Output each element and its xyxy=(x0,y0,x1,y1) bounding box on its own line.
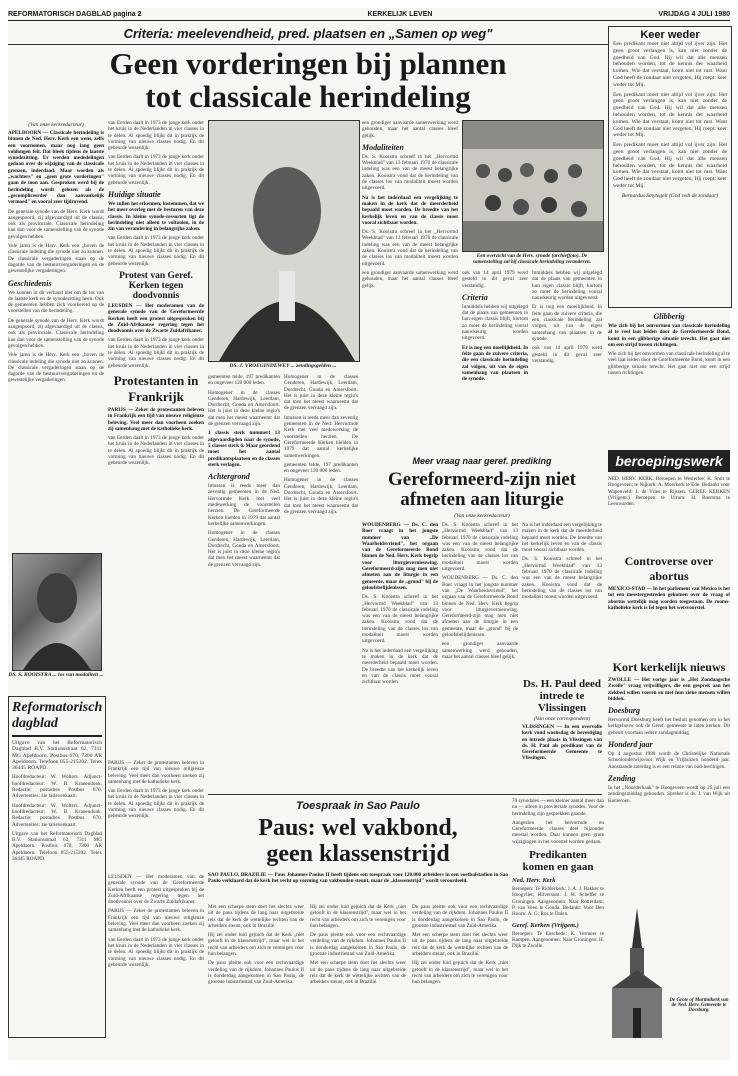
divider xyxy=(8,44,608,45)
lead-body-2b: Vele jaren is de Herv. Kerk een „boven de classicale indeling die synode niet zo kunnen. De classicale vergaderingen staan op de dagorde van de bestuursvergaderingen en de gewestelijke vergaderingen. xyxy=(8,352,104,384)
liturgie-body-8: Ds. S. Kooistra schreef in het „Hervormd Weekblad" van 13 februari 1970 de classicale indeling was een van de meest belangrijke zaken. Kooistra vond dat de herindeling van de classes los van modaliteit moest worden uitgevoerd. xyxy=(522,556,602,601)
honderd-body: Op 4 augustus 1980 wordt de Christelijke Nationale Schoolonderwijsvoor Wijk en Vrijhuizen honderd jaar. Aanstaande zaterdag is er een reünie van oud-leerlingen. xyxy=(608,751,730,770)
col3b-body-4: Homogener in de classes Genderen, Hardewijk, Leerdam, Dordrecht, Gouda en Amersfoort. Het is juist in deze kleine regio's dat men het meest waarneemt dat de grenzen vervaagd zijn. xyxy=(284,477,358,515)
section-modaliteiten: Modaliteiten xyxy=(362,142,404,152)
paus-body-3b: Hij zei onder luid gejuich dat de Kerk „niet gelooft in de klassenstrijd", maar wel in het recht van arbeiders om zich te verenigen voor hun belangen. xyxy=(310,904,406,929)
synod-crowd-icon xyxy=(463,121,603,251)
controverse-body: MEXICO-STAD — In het parlement van Mexico is het tot een meestergestreden gekomen over de vraag of abortus wettelijk mag worden toegestaan. De rooms-katholieke kerk is fel tegen het wetsvoorstel. xyxy=(608,586,730,611)
caption-synod: Een overzicht van de Herv. synode (archieffoto). De samenstelling zal bij classicale herindeling veranderen. xyxy=(472,253,592,265)
section-ned-herv: Ned. Herv. Kerk xyxy=(512,877,556,885)
caption-kooistra: DS. S. KOOISTRA ... los van modaliteit ... xyxy=(8,672,104,678)
lead-headline-2: tot classicale herindeling xyxy=(145,79,471,114)
col2-body-4c: PARIJS — Zeker de protestanten beleven in Frankrijk een tijd van nieuwe religieuze beleving. Veel meer dan voorheen zoeken zij samenhang met de katholieke kerk. xyxy=(108,760,204,785)
lead-column-2 xyxy=(108,120,204,760)
section-controverse: Controverse over abortus xyxy=(624,554,714,583)
paus-body-2b: Met een scherpe stem doet het slechts weer uit de paus tijdens de lang naar uitgebreide reis dat de kerk de wettelijke rechten van de arbeiders steunt, ook in Brazilië. xyxy=(310,960,406,986)
keer-weder-title: Keer weder xyxy=(640,29,700,41)
masthead-box xyxy=(8,696,106,1038)
masthead-title-1: Reformatorisch xyxy=(12,700,103,715)
paus-body-2: Met een scherpe stem doet het slechts weer uit de paus tijdens de lang naar uitgebreide reis dat de kerk de wettelijke rechten van de arbeiders steunt, ook in Brazilië. xyxy=(208,904,304,929)
col3b-body-1: Homogener in de classes Genderen, Hardewijk, Leerdam, Dordrecht, Gouda en Amersfoort. Het is juist in deze kleine regio's dat men het meest waarneemt dat de grenzen vervaagd zijn. xyxy=(284,374,358,412)
col4-body-2b: Ds. S. Kooistra schreef in het „Hervormd Weekblad" van 13 februari 1970 de classicale indeling was een van de meest belangrijke zaken. Kooistra vond dat de herindeling van de classes los van modaliteit moest worden uitgevoerd. xyxy=(362,229,458,267)
section-frankrijk: Protestanten in Frankrijk xyxy=(113,372,199,404)
masthead-small-3: Uitgave van het Reformatorisch Dagblad B.V. Stationsstraat 62, 7311 MG Apeldoorn. Postbus 670, 7300 AR Apeldoorn. Telefoon 055-215202. Telex 36445 ROAPD. xyxy=(12,830,102,863)
church-tower-icon xyxy=(608,908,666,1038)
col6-body-2: Aangezien het hervormde en Gereformeerde classes deel bijzonder meestal worden. Daar kunnen geen grote wijzigingen in het voorstel worden gedaan. xyxy=(512,819,604,845)
header-right: VRIJDAG 4 JULI 1980 xyxy=(658,10,730,18)
glibberig-body-2: Wie zich bij het omvormen van classicale herindeling al te veel laat leiden door de Gereformeerde Bond, komt in een glibberige situatie terecht. Het gaat niet om een strijd tussen richtingen. xyxy=(608,351,730,377)
section-paul: Ds. H. Paul deed intrede te Vlissingen xyxy=(523,678,601,714)
keer-weder-box xyxy=(608,26,732,308)
col5-body-3: Er is nog een moeilijkheid. In feite gaan de zuivere criteria, die een classicale herindeling zal volgen, uit van de eigen samenhang van plaatsen in de synode. xyxy=(462,344,528,383)
section-kort-nieuws: Kort kerkelijk nieuws xyxy=(612,660,726,674)
col3b-body-3: gemeenten telde, 197 predikanten en ongeveer 120 000 leden. xyxy=(284,461,358,475)
synod-photo xyxy=(462,120,604,252)
church-drawing xyxy=(608,908,666,1038)
keer-weder-signature: Bernardus Smytegelt (God redt de zondaar) xyxy=(621,192,719,199)
zending-body: In het „Noorderhaak" te Hoogeveen wordt op 25 juli een zendingsmiddag gehouden. Spreker is ds. J. van Wijk uit Kameroen. xyxy=(608,784,730,804)
header-left: REFORMATORISCH DAGBLAD pagina 2 xyxy=(8,10,142,18)
liturgie-col-2 xyxy=(442,522,518,792)
header-center: KERKELIJK LEVEN xyxy=(367,10,433,18)
lead-headline-1: Geen vorderingen bij plannen xyxy=(109,46,507,81)
liturgie-headline-1: Gereformeerd-zijn niet xyxy=(388,469,576,490)
paus-body-2c: Met een scherpe stem doet het slechts weer uit de paus tijdens de lang naar uitgebreide reis dat de kerk de wettelijke rechten van de arbeiders steunt, ook in Brazilië. xyxy=(412,932,508,958)
col2-bottom-3: van Eerden daalt in 1973 de jonge kerk onder het kruis in de Nederlanden in vier classes in te delen. Al spoedig blijkt dit in praktijk de vorming van nieuwe classes nodig. En dit gebeurde wezenlijk. xyxy=(108,936,204,968)
section-doesburg: Doesburg xyxy=(608,706,641,716)
masthead-rule xyxy=(12,735,102,737)
section-predikanten: Predikanten komen en gaan xyxy=(522,849,594,874)
section-protest: Protest van Geref. Kerken tegen doodvonnis xyxy=(119,270,193,301)
col2-body-1: van Eerden daalt in 1973 de jonge kerk onder het kruis in de Nederlanden in vier classes in te delen. Al spoedig blijkt dit in praktijk de vorming van nieuwe classes nodig. En dit gebeurde wezenlijk. xyxy=(108,120,204,152)
liturgie-body-2: Ds. S. Kooistra schreef in het „Hervormd Weekblad" van 13 februari 1970 de classicale indeling was een van de meest belangrijke zaken. Kooistra vond dat de herindeling van de classes los van modaliteit moest worden uitgevoerd. xyxy=(362,594,438,645)
controverse-article xyxy=(608,550,730,650)
liturgie-body-5: WOUDENBERG — Ds. C. den Boer vraagt in het jongste nummer van „De Waarheidsvriend", het orgaan van de Gereformeerde Bond binnen de Ned. Herv. Kerk begrip voor liturgievernieuwing. Gereformeerd-zijn mag men niet afmeten aan de liturgie in een gemeente, maar de „grond" bij de geloofsbelijdenissen. xyxy=(442,575,518,639)
col4-body-2: Ds. S. Kooistra schreef in het „Hervormd Weekblad" van 13 februari 1970 de classicale indeling was een van de meest belangrijke zaken. Kooistra vond dat de herindeling van de classes los van modaliteit moest worden uitgevoerd. xyxy=(362,153,458,192)
col5-a xyxy=(462,270,528,455)
section-huidige-situatie: Huidige situatie xyxy=(108,189,161,199)
lead-intro: APELDOORN — Classicale herindeling is binnen de Ned. Herv. Kerk een wens, zelfs een voornemen, maar nog lang geen voldongen feit. Dat bleek tijdens de laatste synodezitting. Er werden mededelingen gedaan over de wijziging van de classicale grenzen, inderdaad. Maar worden als „wachters" en „geen grote vorderingen" gaan de toon aan. Gesproken werd bij de herindeling wordt gelezen als de „gecompliceerder dan aanvankelijk vermoed" en vooral zeer tijdrovend. xyxy=(8,130,104,206)
masthead-details: Uitgave van het Reformatorisch Dagblad B.V. Stationsstraat 62, 7311 MG Apeldoorn. Postbus 670, 7300 AR Apeldoorn. Telefoon 055-215202. Telex 36445 ROAPD. xyxy=(12,740,102,772)
liturgie-body-6: een grondiger aanvaarde samenwerking werd gehouden, maar het aantal classes bleef gelijk. xyxy=(442,641,518,660)
col3-body-2: Homogener in de classes Genderen, Hardewijk, Leerdam, Dordrecht, Gouda en Amersfoort. Het is juist in deze kleine regio's dat men het meest waarneemt dat de grenzen vervaagd zijn. xyxy=(208,389,280,428)
col5-body-1b: ook van 14 april 1979 werd gesteld in dit geval zeer verstandig. xyxy=(532,345,602,364)
col3-body-1: gemeenten telde, 197 predikanten en ongeveer 120 000 leden. xyxy=(208,374,280,387)
kort-body: ZWOLLE — Het vorige jaar is „Het Zondaagsche Zwolle" vraag vrijwilligers, die een gesprek aan het ziekbed willen voeren en met hun zieke mensen willen bidden. xyxy=(608,677,730,702)
col2-body-4: PARIJS — Zeker de protestanten beleven in Frankrijk een tijd van nieuwe religieuze beleving. Veel meer dan voorheen zoeken zij samenhang met de katholieke kerk. xyxy=(108,406,204,432)
col3-body-3: 1 classis sterk nummert 13 afgevaardigden naar de synode, 5 classes sterk 6. Maar geordend moet het aantal predikantsplaatsen en de classes sterk verlagen. xyxy=(208,430,280,468)
section-criteria: Criteria xyxy=(462,292,488,302)
portrait-photo-vroegindewey xyxy=(208,120,360,362)
keer-weder-body-2: Een predikant moet niet altijd vol ijver zijn. Het geen groot verlangen is, kan niet zonder de goedheid van God. Hij wil dat alle mensen behouden worden, tot de kennis der waarheid komen. Wie dat verstaat, komt niet tot rust. Want God heeft de zondaar niet vergeten, Hij roept: keer weder tot Mij. xyxy=(613,91,727,139)
paus-col-2 xyxy=(310,904,406,1054)
doesburg-body: Hervormd Doesburg heeft het besluit genomen om in het kerkgebouw ook de Geref. gemeente te laten kerken. Dit gebeurt voortaan iedere zondagmiddag. xyxy=(608,717,730,736)
section-zending: Zending xyxy=(608,773,636,783)
col2-body-4d: van Eerden daalt in 1973 de jonge kerk onder het kruis in de Nederlanden in vier classes in te delen. Al spoedig blijkt dit in praktijk de vorming van nieuwe classes nodig. En dit gebeurde wezenlijk. xyxy=(108,788,204,820)
liturgie-body-3: Na is het inderdaad een vergelijking te maken in de kerk dat de meerderheid bepaald moet worden. De breedte van het kerkelijk leven en van de classis moet vooral zichtbaar worden. xyxy=(362,647,438,686)
lead-body-2: Vele jaren is de Herv. Kerk een „boven de classicale indeling die synode niet zo kunnen. De classicale vergaderingen staan op de dagorde van de bestuursvergaderingen en de gewestelijke vergaderingen. xyxy=(8,243,104,275)
col4-body-1: een grondiger aanvaarde samenwerking werd gehouden, maar het aantal classes bleef gelijk. xyxy=(362,120,458,139)
beroep-list xyxy=(608,476,730,548)
col2-body-4b: van Eerden daalt in 1973 de jonge kerk onder het kruis in de Nederlanden in vier classes in te delen. Al spoedig blijkt dit in praktijk de vorming van nieuwe classes nodig. En dit gebeurde wezenlijk. xyxy=(108,435,204,467)
liturgie-body-7: Na is het inderdaad een vergelijking te maken in de kerk dat de meerderheid bepaald moet worden. De breedte van het kerkelijk leven en van de classis moet vooral zichtbaar worden. xyxy=(522,522,602,554)
keer-weder-body: Een predikant moet niet altijd vol ijver zijn. Het geen groot verlangen is, kan niet zonder de goedheid van God. Hij wil dat alle mensen behouden worden, tot de kennis der waarheid komen. Wie dat verstaat, komt niet tot rust. Want God heeft de zondaar niet vergeten, Hij roept: keer weder tot Mij. xyxy=(613,41,727,88)
paus-body-4c: De paus pleitte ook voor een rechtvaardige verdeling van de rijkdom. Johannes Paulus II is donderdag aangekomen in Sao Paulo, de grootste industriestad van Zuid-Amerika. xyxy=(412,904,508,929)
col5-b xyxy=(532,270,602,455)
col2-bottom-1: LEUSDEN — Het moderamen van de generale synode van de Gereformeerde Kerken heeft een protest uitgesproken bij de Zuid-Afrikaanse regering tegen het doodvonnis over de Zwarte Zuidafrikaner. xyxy=(108,874,204,906)
newspaper-page xyxy=(8,8,730,1060)
paus-col-3 xyxy=(412,904,508,1054)
col3b xyxy=(284,374,358,784)
paus-body-4: De paus pleitte ook voor een rechtvaardige verdeling van de rijkdom. Johannes Paulus II is donderdag aangekomen in Sao Paulo, de grootste industriestad van Zuid-Amerika. xyxy=(208,960,304,986)
paus-col-1 xyxy=(208,904,304,1054)
col2-lower xyxy=(108,760,204,870)
col3-body-4: Intussen is reeds meer dan zeventig gemeenten in de Ned. Hervormde Kerk met veel medewerking de voorstellen herzien. De Gereformeerde Kerken hielden in 1979 dat aantal kerkelijke samenwerkingen. xyxy=(208,483,280,527)
paus-kicker: Toespraak in Sao Paulo xyxy=(296,800,420,812)
lead-body-1b: De generale synode van de Herv. Kerk wordt aangespoord, zij afgevaardigd uit de classis, ook als provinciale. Classicale herindeling kan dan voor de samenstelling van de synode gevolgen hebben. xyxy=(8,317,104,349)
col2-body-1b: van Eerden daalt in 1973 de jonge kerk onder het kruis in de Nederlanden in vier classes in te delen. Al spoedig blijkt dit in praktijk de vorming van nieuwe classes nodig. En dit gebeurde wezenlijk. xyxy=(108,154,204,186)
glibberig-article xyxy=(608,308,730,448)
lead-kicker: Criteria: meelevendheid, pred. plaatsen en „Samen op weg" xyxy=(123,26,493,41)
portrait-photo-kooistra xyxy=(12,553,102,671)
col5-body-2b: Inmiddels hebben wij uitgelegd dat de plaats van gemeenten in hun eigen classis blijft, kortom zo moet de herindeling vooral nauwkeurig worden uitgevoerd. xyxy=(532,270,602,302)
paul-byline: (Van onze correspondent) xyxy=(533,716,591,722)
liturgie-headline-2: afmeten aan liturgie xyxy=(400,489,564,510)
paus-body-4b: De paus pleitte ook voor een rechtvaardige verdeling van de rijkdom. Johannes Paulus II is donderdag aangekomen in Sao Paulo, de grootste industriestad van Zuid-Amerika. xyxy=(310,932,406,958)
col2-bottom xyxy=(108,874,204,1054)
masthead-title-2: dagblad xyxy=(12,716,58,731)
caption-church: De Grote of Martinikerk van de Ned. Herv. Gemeente te Doesburg. xyxy=(669,998,729,1013)
lead-body-3: We kunnen in dit verband niet om de les van de laatste kerk en de synodezitting heen. Ook de gemeenten hebben zich voorbereid op de voorstellen van die herindeling. xyxy=(8,289,104,315)
col2-body-3: LEUSDEN — Het moderamen van de generale synode van de Gereformeerde Kerken heeft een protest uitgesproken bij de Zuid-Afrikaanse regering tegen het doodvonnis over de Zwarte Zuidafrikaner. xyxy=(108,302,204,335)
col2-body-2: We zullen het erkennen, instemmen, dat we het meer overleg met de besturen van deze classis. In kleine synode-ressorten ligt de herindeling niet alleen te voltooien, in de zin van verandering in belangrijke zaken. xyxy=(108,200,204,233)
col5-body-3b: Er is nog een moeilijkheid. In feite gaan de zuivere criteria, die een classicale herindeling zal volgen, uit van de eigen samenhang van plaatsen in de synode. xyxy=(532,304,602,342)
lead-byline: (Van onze kerkredacteur) xyxy=(28,122,84,128)
beroepingswerk-banner: beroepingswerk xyxy=(608,450,730,472)
col2-body-3b: van Eerden daalt in 1973 de jonge kerk onder het kruis in de Nederlanden in vier classes in te delen. Al spoedig blijkt dit in praktijk de vorming van nieuwe classes nodig. En dit gebeurde wezenlijk. xyxy=(108,337,204,369)
col6-body-3: Beroepen: Te Ridderkerk: J. A. J. Bakker te Hoogvliet; Hilversum: J. H. Scheffer te Groningen. Aangenomen: Naar Rotterdam: P. van Veen te Gouda. Bedankt: Voor Den Hoorn: A. G. Ros te Dalen. xyxy=(512,886,604,918)
liturgie-body-1: WOUDENBERG — Ds. C. den Boer vraagt in het jongste nummer van „De Waarheidsvriend", het orgaan van de Gereformeerde Bond binnen de Ned. Herv. Kerk begrip voor liturgievernieuwing. Gereformeerd-zijn mag men niet afmeten aan de liturgie in een gemeente, maar de „grond" bij de geloofsbelijdenissen. xyxy=(362,522,438,591)
bottom-divider xyxy=(208,794,602,795)
col6-lower xyxy=(512,798,604,1054)
paus-body-1: SAO PAULO, BRAZILIE — Paus Johannes Paulus II heeft tijdens een toespraak voor 120.000 arbeiders in een voetbalstadion in Sao Paulo verklaard dat de kerk het recht op vorming van vakbonden steunt, maar de „klassenstrijd" wordt veroordeeld. xyxy=(208,872,508,885)
page-header xyxy=(8,8,730,21)
col5-body-1: ook van 14 april 1979 werd gesteld in dit geval zeer verstandig. xyxy=(462,270,528,289)
beroep-body: NED. HERV. KERK. Beroepen te Westerlee: K. Smit te Hoogeveen; te Nijkerk: A. Moerkerk te Ede. Bedankt voor Wapenveld: J. de Vries te Rijssen. GEREF. KERKEN (Vrijgem.) Beroepen te Ulrum: H. Boersma te Leeuwarden. xyxy=(608,476,730,508)
caption-vroegindewey: DS. J. VROEGINDEWEY ... zendingsgelden ... xyxy=(229,363,337,369)
lead-body-1: De generale synode van de Herv. Kerk wordt aangespoord, zij afgevaardigd uit de classis, ook als provinciale. Classicale herindeling kan dan voor de samenstelling van de synode gevolgen hebben. xyxy=(8,208,104,240)
col2-body-2b: van Eerden daalt in 1973 de jonge kerk onder het kruis in de Nederlanden in vier classes in te delen. Al spoedig blijkt dit in praktijk de vorming van nieuwe classes nodig. En dit gebeurde wezenlijk. xyxy=(108,235,204,267)
liturgie-kicker: Meer vraag naar geref. prediking xyxy=(412,456,552,466)
liturgie-col-1 xyxy=(362,522,438,792)
section-geref-vrijgem: Geref. Kerken (Vrijgem.) xyxy=(512,921,579,929)
col3 xyxy=(208,374,280,784)
section-achtergrond: Achtergrond xyxy=(208,472,250,482)
col3b-body-2: Intussen is reeds meer dan zeventig gemeenten in de Ned. Hervormde Kerk met veel medewerking de voorstellen herzien. De Gereformeerde Kerken hielden in 1979 dat aantal kerkelijke samenwerkingen. xyxy=(284,414,358,459)
masthead-small: Hoofdredacteur: W. Wolters. Adjunct-hoofdredacteur: W. B. Kranendonk. Redactie: postadres Postbus 670. Advertenties: zie tarievenkaart. xyxy=(12,774,102,800)
portrait-man-icon xyxy=(209,121,359,361)
paul-body: VLISSINGEN — In een overvolle kerk vond woensdag de bevestiging en intrede plaats in Vlissingen van ds. H. Paul als predikant van de Gereformeerde Gemeente te Vlissingen. xyxy=(522,724,602,762)
section-geschiedenis: Geschiedenis xyxy=(8,278,52,288)
paus-headline-1: Paus: wel vakbond, xyxy=(258,815,458,841)
col5-body-2: Inmiddels hebben wij uitgelegd dat de plaats van gemeenten in hun eigen classis blijft, kortom zo moet de herindeling vooral nauwkeurig worden uitgevoerd. xyxy=(462,303,528,342)
section-glibberig: Glibberig xyxy=(653,312,685,321)
col6-body-4: Beroepen: Te Enschede: K. Vermeer te Kampen. Aangenomen: Naar Groningen: H. Dijk te Zwolle. xyxy=(512,930,604,950)
paus-headline-2: geen klassenstrijd xyxy=(266,841,450,867)
col6-body-1: 70 synodales — een kleiner aantal meer dan nu — alleen in provinciale synodes. Voor de herindeling zijn gesprekken gaande. xyxy=(512,798,604,817)
keer-weder-body-3: Een predikant moet niet altijd vol ijver zijn. Het geen groot verlangen is, kan niet zonder de goedheid van God. Hij wil dat alle mensen behouden worden, tot de kennis der waarheid komen. Wie dat verstaat, komt niet tot rust. Want God heeft de zondaar niet vergeten, Hij roept: keer weder tot Mij. xyxy=(613,142,727,189)
liturgie-byline: (Van onze kerkredacteur) xyxy=(454,513,510,519)
paus-body-3c: Hij zei onder luid gejuich dat de Kerk „niet gelooft in de klassenstrijd", maar wel in het recht van arbeiders om zich te verenigen voor hun belangen. xyxy=(412,960,508,986)
liturgie-body-4: Ds. S. Kooistra schreef in het „Hervormd Weekblad" van 13 februari 1970 de classicale indeling was een van de meest belangrijke zaken. Kooistra vond dat de herindeling van de classes los van modaliteit moest worden uitgevoerd. xyxy=(442,522,518,573)
col4-upper xyxy=(362,120,458,452)
paul-article xyxy=(522,674,602,792)
col2-bottom-2: PARIJS — Zeker de protestanten beleven in Frankrijk een tijd van nieuwe religieuze beleving. Veel meer dan voorheen zoeken zij samenhang met de katholieke kerk. xyxy=(108,908,204,934)
portrait-silhouette-icon xyxy=(13,554,101,670)
masthead-small-2: Hoofdredacteur: W. Wolters. Adjunct-hoofdredacteur: W. B. Kranendonk. Redactie: postadres Postbus 670. Advertenties: zie tarievenkaart. xyxy=(12,802,102,828)
col4-body-3: Na is het inderdaad een vergelijking te maken in de kerk dat de meerderheid bepaald moet worden. De breedte van het kerkelijk leven en van de classis moet vooral zichtbaar worden. xyxy=(362,194,458,226)
col3-body-4b: Homogener in de classes Genderen, Hardewijk, Leerdam, Dordrecht, Gouda en Amersfoort. Het is juist in deze kleine regio's dat men het meest waarneemt dat de grenzen vervaagd zijn. xyxy=(208,530,280,568)
paus-lead xyxy=(208,872,508,902)
paus-body-3: Hij zei onder luid gejuich dat de Kerk „niet gelooft in de klassenstrijd", maar wel in het recht van arbeiders om zich te verenigen voor hun belangen. xyxy=(208,932,304,958)
col4-body-1b: een grondiger aanvaarde samenwerking werd gehouden, maar het aantal classes bleef gelijk. xyxy=(362,269,458,289)
liturgie-col-3 xyxy=(522,522,602,672)
glibberig-body: Wie zich bij het omvormen van classicale herindeling al te veel laat leiden door de Gereformeerde Bond, komt in een glibberige situatie terecht. Het gaat niet om een strijd tussen richtingen. xyxy=(608,323,730,348)
section-honderd-jaar: Honderd jaar xyxy=(608,740,653,750)
